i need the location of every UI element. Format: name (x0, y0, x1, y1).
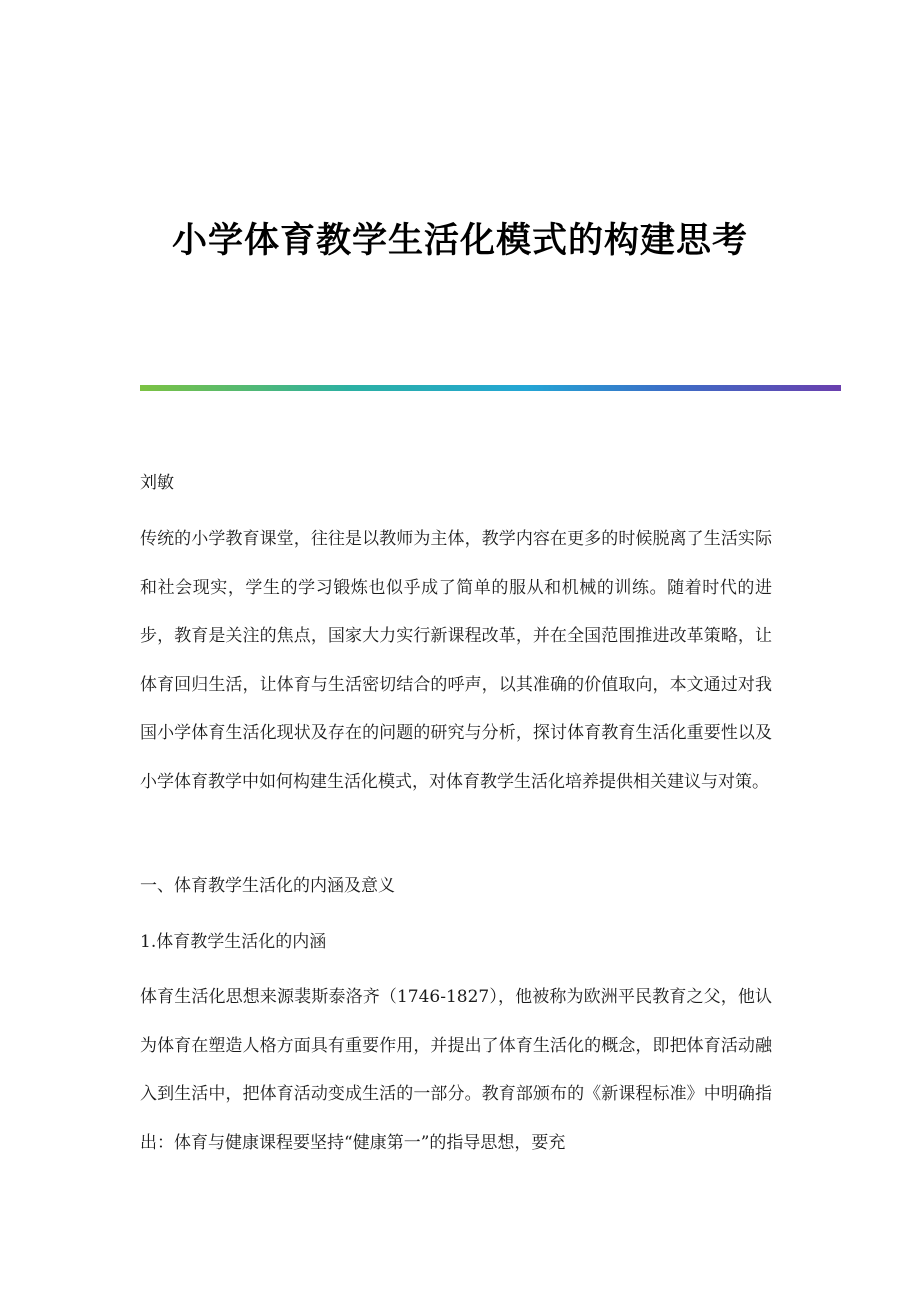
document-title: 小学体育教学生活化模式的构建思考 (171, 220, 748, 261)
title-divider (140, 385, 841, 391)
section-heading-1: 一、体育教学生活化的内涵及意义 (140, 876, 395, 896)
subsection-heading-1-1: 1.体育教学生活化的内涵 (140, 932, 327, 952)
abstract-paragraph: 传统的小学教育课堂，往往是以教师为主体，教学内容在更多的时候脱离了生活实际和社会现实，学生的学习锻炼也似乎成了简单的服从和机械的训练。随着时代的进步，教育是关注的焦点，国家大力实行新课程改革，并在全国范围推进改革策略，让体育回归生活，让体育与生活密切结合的呼声，以其准确的价值取向，本文通过对我国小学体育生活化现状及存在的问题的研究与分析，探讨体育教育生活化重要性以及小学体育教学中如何构建生活化模式，对体育教学生活化培养提供相关建议与对策。 (140, 529, 772, 792)
subsection-paragraph-1-1: 体育生活化思想来源裴斯泰洛齐（1746-1827），他被称为欧洲平民教育之父，他认为体育在塑造人格方面具有重要作用，并提出了体育生活化的概念，即把体育活动融入到生活中，把体育活动变成生活的一部分。教育部颁布的《新课程标准》中明确指出：体育与健康课程要坚持“健康第一”的指导思想，要充 (140, 987, 772, 1153)
author-name: 刘敏 (140, 473, 174, 493)
